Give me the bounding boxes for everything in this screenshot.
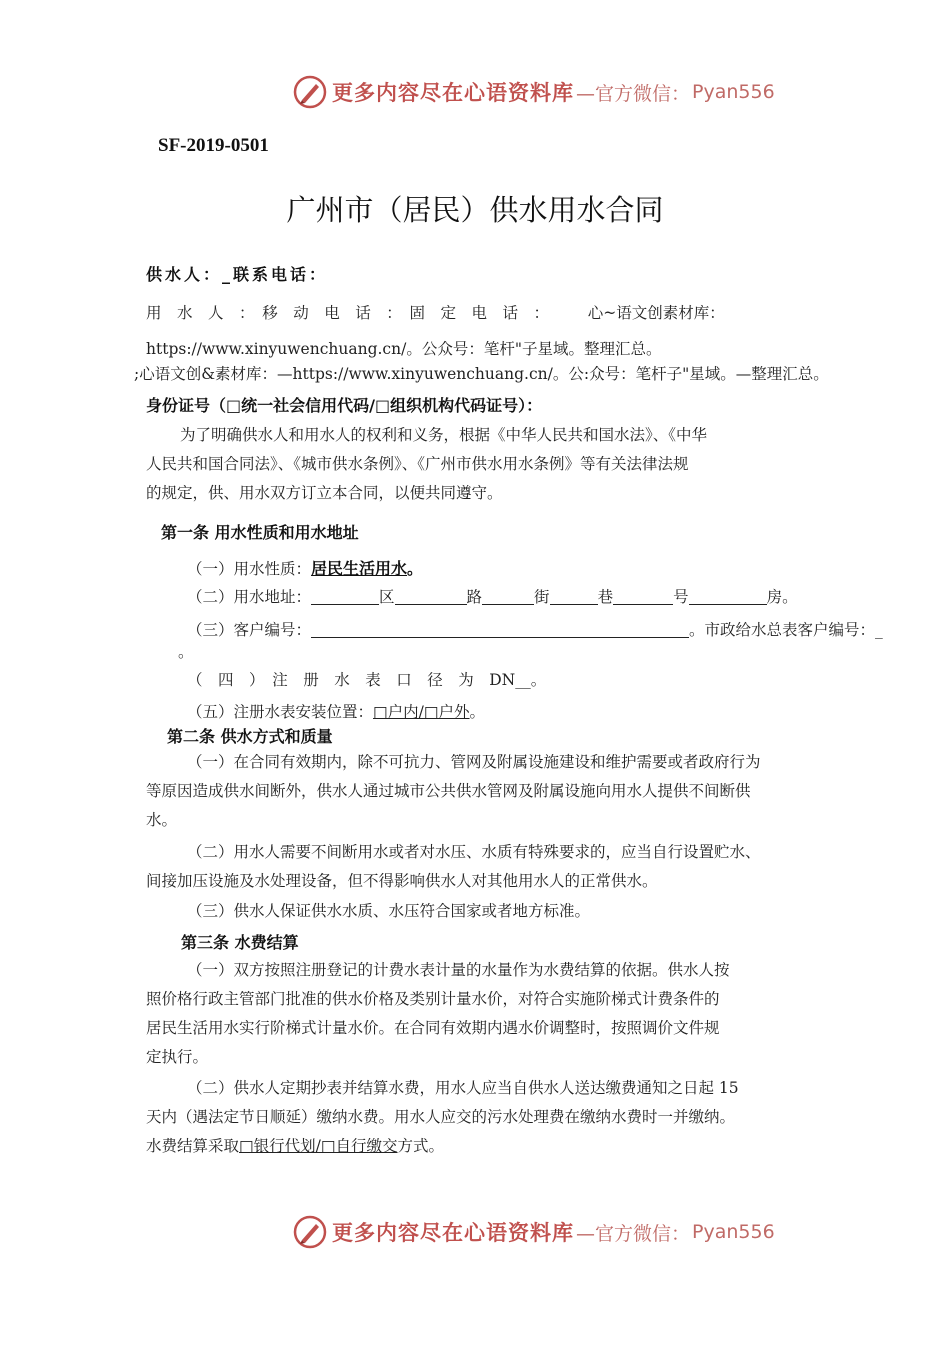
address-row: [187, 585, 798, 607]
banner-dash: —官方微信：: [576, 82, 691, 105]
article-3-p1-line: 照价格行政主管部门批准的供水价格及类别计量水价，对符合实施阶梯式计费条件的: [146, 990, 720, 1008]
article-2-p2-line: 间接加压设施及水处理设备，但不得影响供水人对其他用水人的正常供水。: [146, 872, 658, 890]
install-position-end: 。: [469, 703, 486, 721]
article-3-p1-line: 定执行。: [146, 1048, 209, 1066]
address-part: 街: [534, 588, 550, 606]
address-part: 房。: [766, 588, 798, 606]
article-3-p1-line: （一）双方按照注册登记的计费水表计量的水量作为水费结算的依据。供水人按: [187, 961, 730, 979]
address-label: （二）用水地址：: [187, 588, 312, 606]
lane-blank[interactable]: [550, 588, 598, 605]
article-3-p2-line: （二）供水人定期抄表并结算水费，用水人应当自供水人送达缴费通知之日起 15: [187, 1079, 739, 1097]
document-code: SF-2019-0501: [158, 135, 269, 156]
district-blank[interactable]: [311, 588, 379, 605]
article-3-p2-line: 天内（遇法定节日顺延）缴纳水费。用水人应交的污水处理费在缴纳水费时一并缴纳。: [146, 1108, 736, 1126]
street-blank[interactable]: [482, 588, 534, 605]
address-part: 号: [673, 588, 689, 606]
install-position-options[interactable]: □户内/□户外: [373, 703, 470, 721]
header-banner: [292, 72, 775, 112]
customer-number-blank[interactable]: [311, 621, 689, 638]
pen-logo-icon: [292, 1214, 328, 1250]
room-blank[interactable]: [689, 588, 767, 605]
customer-number-end: 。: [178, 643, 194, 661]
install-position-row: [187, 700, 485, 722]
footer-banner: [292, 1212, 775, 1252]
install-position-label: （五）注册水表安装位置：: [187, 703, 374, 721]
use-nature-row: [187, 556, 423, 579]
article-2-p1-line: 等原因造成供水间断外，供水人通过城市公共供水管网及附属设施向用水人提供不间断供: [146, 782, 751, 800]
banner-dash: —官方微信：: [576, 1222, 691, 1245]
preamble-line: 为了明确供水人和用水人的权利和义务，根据《中华人民共和国水法》、《中华: [180, 426, 708, 444]
ad-line-1: https://www.xinyuwenchuang.cn/。公众号：笔杆"子星域。整理汇总。: [146, 340, 662, 358]
pen-logo-icon: [292, 74, 328, 110]
preamble-line: 的规定，供、用水双方订立本合同，以便共同遵守。: [146, 484, 503, 502]
number-blank[interactable]: [613, 588, 673, 605]
banner-wechat: Pyan556: [692, 1221, 775, 1243]
user-line: 用 水 人 ： 移 动 电 话 ： 固 定 电 话 ： 心~语文创素材库：: [146, 304, 725, 322]
customer-number-tail: 。市政给水总表客户编号：_: [689, 621, 883, 639]
use-nature-value: 居民生活用水: [311, 559, 408, 578]
payment-method-end: 方式。: [397, 1137, 445, 1155]
customer-number-row: [187, 618, 883, 640]
banner-wechat: Pyan556: [692, 81, 775, 103]
article-3-heading: 第三条 水费结算: [181, 933, 299, 952]
article-2-p1-line: 水。: [146, 811, 178, 829]
preamble-line: 人民共和国合同法》、《城市供水条例》、《广州市供水用水条例》等有关法律法规: [146, 455, 689, 473]
address-part: 区: [379, 588, 395, 606]
article-1-heading: 第一条 用水性质和用水地址: [161, 523, 359, 542]
meter-caliber-row: （ 四 ） 注 册 水 表 口 径 为 DN__。: [187, 671, 547, 689]
customer-number-label: （三）客户编号：: [187, 621, 312, 639]
article-2-heading: 第二条 供水方式和质量: [167, 727, 333, 746]
payment-method-row: [146, 1134, 444, 1156]
road-blank[interactable]: [395, 588, 467, 605]
article-2-p3: （三）供水人保证供水水质、水压符合国家或者地方标准。: [187, 902, 591, 920]
article-3-p1-line: 居民生活用水实行阶梯式计量水价。在合同有效期内遇水价调整时，按照调价文件规: [146, 1019, 720, 1037]
id-line: 身份证号（□统一社会信用代码/□组织机构代码证号）：: [146, 396, 543, 415]
payment-method-options[interactable]: □银行代划/□自行缴交: [239, 1137, 398, 1155]
article-2-p1-line: （一）在合同有效期内，除不可抗力、管网及附属设施建设和维护需要或者政府行为: [187, 753, 761, 771]
use-nature-end: 。: [407, 560, 423, 578]
banner-text: 更多内容尽在心语资料库: [332, 81, 574, 105]
supplier-line: 供水人：_联系电话：: [146, 265, 329, 284]
use-nature-label: （一）用水性质：: [187, 560, 312, 578]
ad-line-2: ;心语文创&素材库：—https://www.xinyuwenchuang.cn/。公:众号：笔杆子"星域。—整理汇总。: [134, 365, 829, 383]
page-title: 广州市（居民）供水用水合同: [286, 193, 664, 227]
address-part: 巷: [597, 588, 614, 606]
banner-text: 更多内容尽在心语资料库: [332, 1221, 574, 1245]
article-2-p2-line: （二）用水人需要不间断用水或者对水压、水质有特殊要求的，应当自行设置贮水、: [187, 843, 761, 861]
address-part: 路: [466, 588, 483, 606]
payment-method-label: 水费结算采取: [146, 1137, 240, 1155]
